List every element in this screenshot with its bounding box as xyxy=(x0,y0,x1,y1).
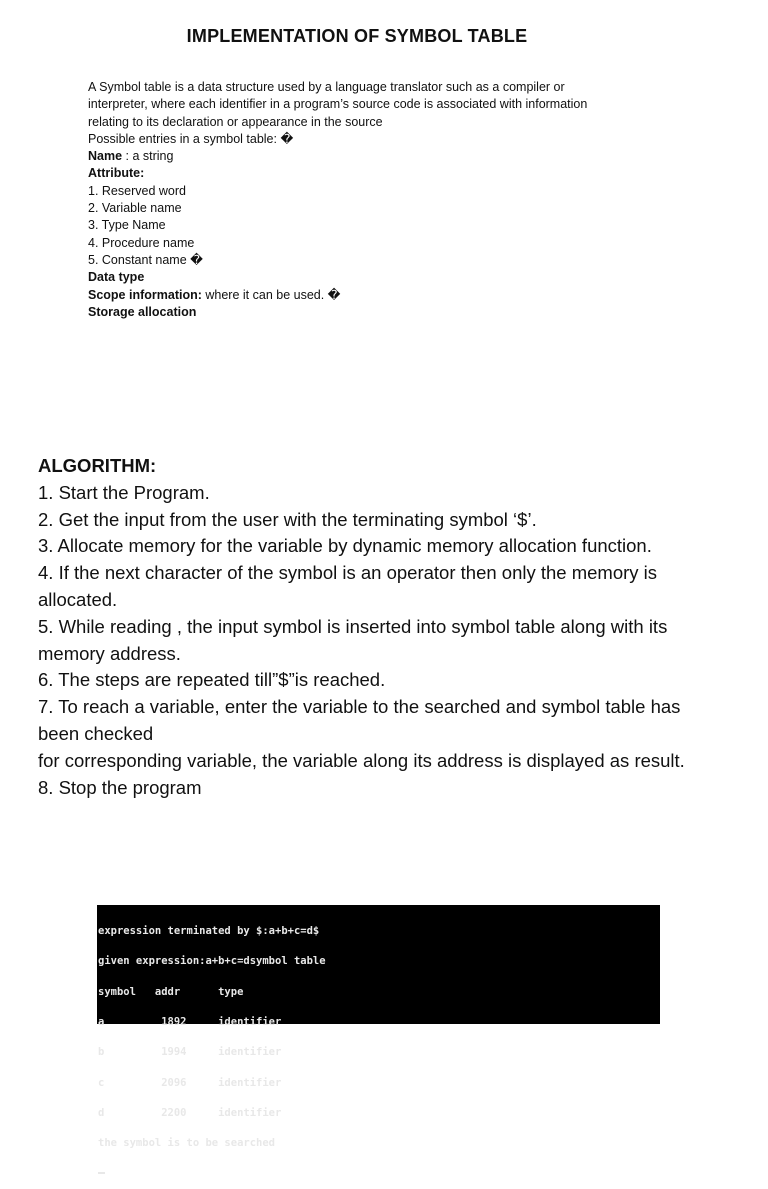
algorithm-step: for corresponding variable, the variable along its address is displayed as result. xyxy=(38,749,685,771)
attribute-item: 5. Constant name � xyxy=(88,252,203,267)
storage-label: Storage allocation xyxy=(88,304,197,319)
attribute-item: 2. Variable name xyxy=(88,201,182,216)
name-label: Name xyxy=(88,149,123,164)
algorithm-step: 5. While reading , the input symbol is inserted into symbol table along with its xyxy=(38,615,668,637)
intro-section xyxy=(88,79,648,321)
name-value: : a string xyxy=(122,149,174,164)
attribute-item: 3. Type Name xyxy=(88,218,166,233)
console-line: the symbol is to be searched xyxy=(98,1137,276,1150)
algorithm-step: 4. If the next character of the symbol is an operator then only the memory is xyxy=(38,562,658,584)
scope-value: where it can be used. � xyxy=(201,287,341,302)
algorithm-step: 1. Start the Program. xyxy=(38,481,210,503)
console-line: expression terminated by $:a+b+c=d$ xyxy=(98,925,320,938)
attribute-item: 4. Procedure name xyxy=(88,235,195,250)
algorithm-heading: ALGORITHM: xyxy=(38,455,157,476)
intro-line-3: relating to its declaration or appearance in the source xyxy=(88,114,383,129)
console-line: a 1892 identifier xyxy=(98,1016,282,1029)
algorithm-section xyxy=(38,453,758,801)
algorithm-step: 8. Stop the program xyxy=(38,776,202,798)
console-line: given expression:a+b+c=dsymbol table xyxy=(98,955,326,968)
intro-line-1: A Symbol table is a data structure used by a language translator such as a compiler or xyxy=(88,80,565,94)
algorithm-step: 6. The steps are repeated till”$”is reached. xyxy=(38,669,386,691)
attribute-item: 1. Reserved word xyxy=(88,183,186,198)
console-line: d 2200 identifier xyxy=(98,1106,282,1119)
algorithm-step: 3. Allocate memory for the variable by dynamic memory allocation function. xyxy=(38,535,652,557)
console-cursor-line xyxy=(98,1168,660,1178)
algorithm-step: been checked xyxy=(38,722,154,744)
intro-line-2: interpreter, where each identifier in a program’s source code is associated with information xyxy=(88,97,588,112)
console-output-screenshot xyxy=(97,905,660,1150)
scope-label: Scope information: xyxy=(88,287,202,302)
algorithm-step: memory address. xyxy=(38,642,181,664)
data-type-label: Data type xyxy=(88,270,145,285)
algorithm-step: 2. Get the input from the user with the terminating symbol ‘$’. xyxy=(38,508,537,530)
name-entry xyxy=(88,148,648,165)
attribute-label: Attribute: xyxy=(88,166,145,181)
console-cursor xyxy=(98,1172,105,1174)
console-line: b 1994 identifier xyxy=(98,1046,282,1059)
console-line: c 2096 identifier xyxy=(98,1076,282,1089)
console-line: symbol addr type xyxy=(98,985,244,998)
scope-entry xyxy=(88,287,648,304)
intro-line-4: Possible entries in a symbol table: � xyxy=(88,131,294,146)
algorithm-step: 7. To reach a variable, enter the variable to the searched and symbol table has xyxy=(38,696,681,718)
document-title: IMPLEMENTATION OF SYMBOL TABLE xyxy=(186,26,528,46)
algorithm-step: allocated. xyxy=(38,588,118,610)
